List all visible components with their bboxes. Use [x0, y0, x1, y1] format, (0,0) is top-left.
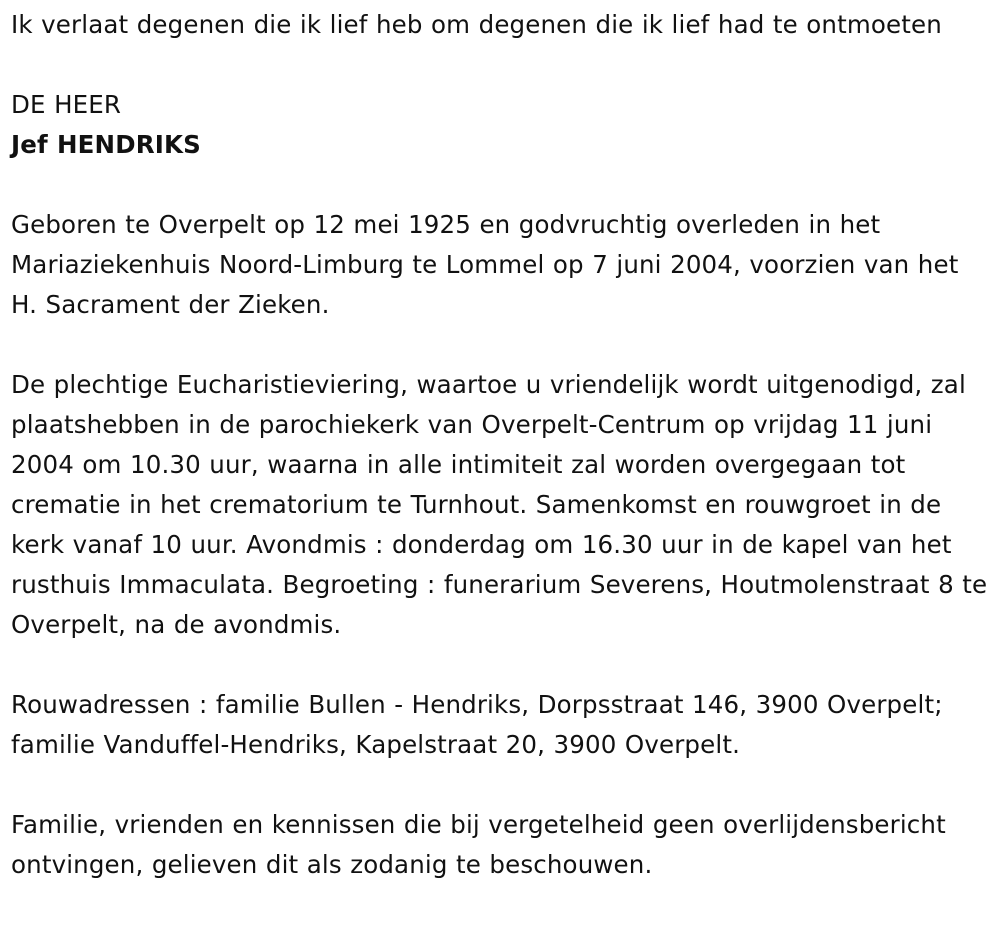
birth-death-paragraph: Geboren te Overpelt op 12 mei 1925 en godvruchtig overleden in het Mariaziekenhuis Noord-Limburg te Lommel op 7 juni 2004, voorzien van het H. Sacrament der Zieken.: [11, 210, 959, 319]
spacer: [11, 325, 990, 365]
spacer: [11, 165, 990, 205]
title-prefix: DE HEER: [11, 90, 122, 119]
addresses-paragraph: Rouwadressen : familie Bullen - Hendriks, Dorpsstraat 146, 3900 Overpelt; familie Vanduffel-Hendriks, Kapelstraat 20, 3900 Overpelt.: [11, 690, 943, 759]
motto: Ik verlaat degenen die ik lief heb om degenen die ik lief had te ontmoeten: [11, 10, 942, 39]
spacer: [11, 45, 990, 85]
spacer: [11, 765, 990, 805]
ceremony-paragraph: De plechtige Eucharistieviering, waartoe u vriendelijk wordt uitgenodigd, zal plaatshebben in de parochiekerk van Overpelt-Centrum op vrijdag 11 juni 2004 om 10.30 uur, waarna in alle intimiteit zal worden overgegaan tot crematie in het crematorium te Turnhout. Samenkomst en rouwgroet in de kerk vanaf 10 uur. Avondmis : donderdag om 16.30 uur in de kapel van het rusthuis Immaculata. Begroeting : funerarium Severens, Houtmolenstraat 8 te Overpelt, na de avondmis.: [11, 370, 988, 639]
spacer: [11, 645, 990, 685]
closing-note: Familie, vrienden en kennissen die bij vergetelheid geen overlijdensbericht ontvingen, gelieven dit als zodanig te beschouwen.: [11, 810, 946, 879]
deceased-name: Jef HENDRIKS: [11, 130, 201, 159]
